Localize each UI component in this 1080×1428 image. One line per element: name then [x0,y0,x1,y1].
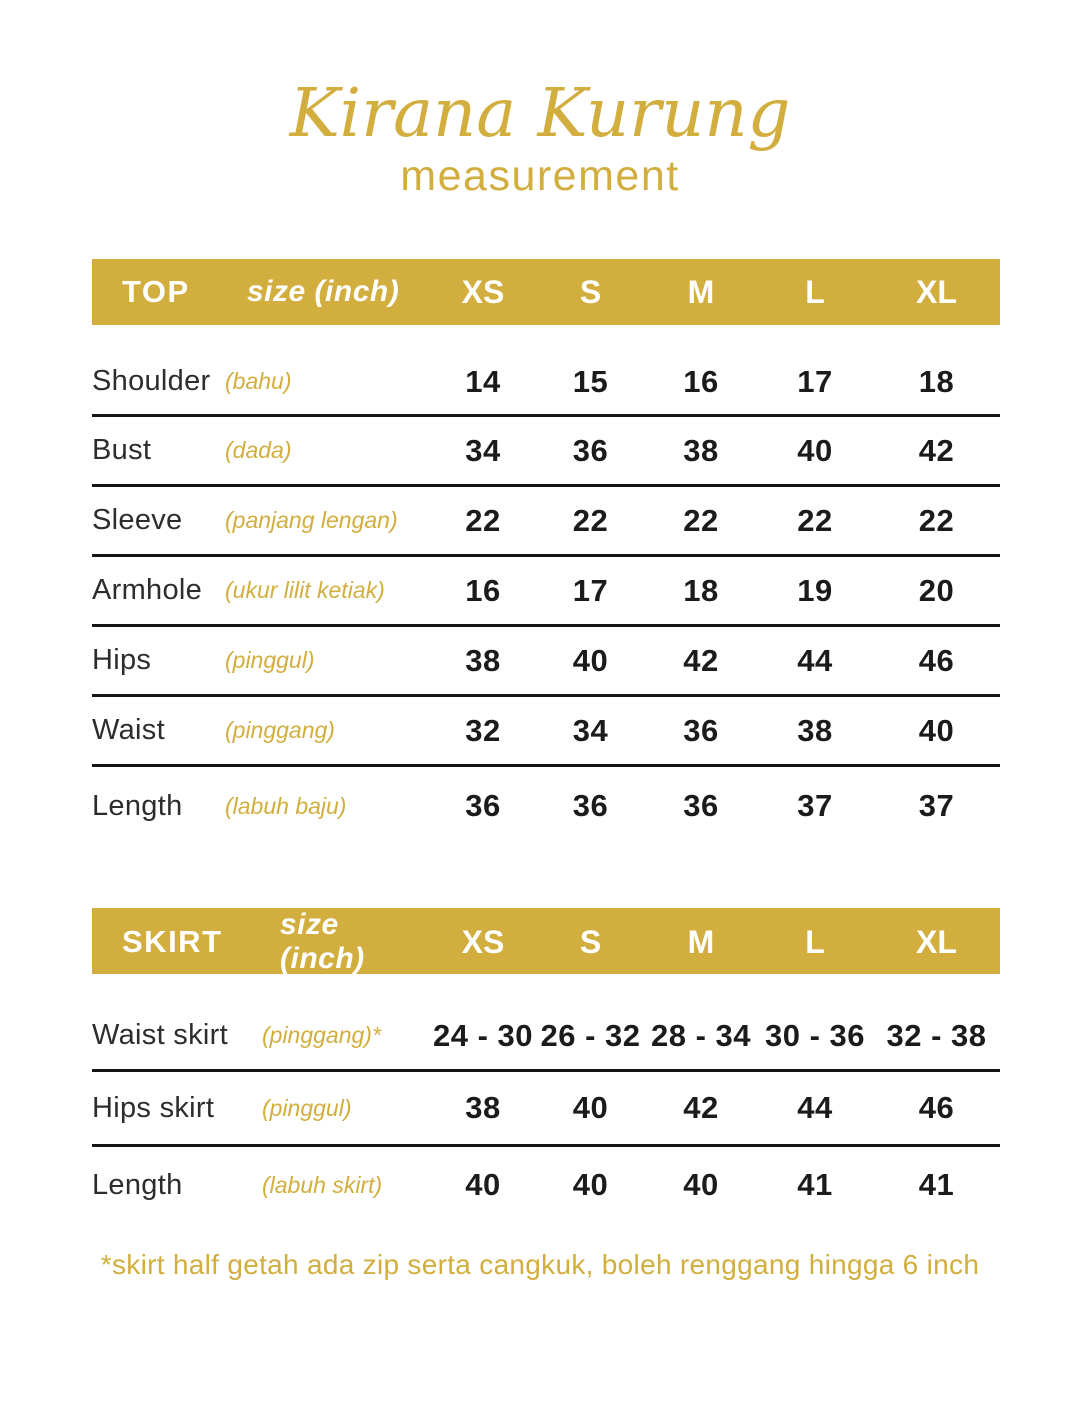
size-value: 36 [683,712,719,748]
size-value: 36 [572,432,609,468]
size-value: 38 [465,1090,501,1126]
row-translation: (bahu) [225,368,292,395]
row-translation: (pinggul) [262,1094,352,1121]
table-row-bust [92,417,1000,487]
size-value: 18 [683,572,719,608]
size-value: 44 [797,642,833,678]
row-translation: (dada) [225,437,292,464]
table-row-hips [92,627,1000,697]
size-value: 37 [797,788,833,824]
table-row-sleeve [92,487,1000,557]
size-value: 20 [918,572,955,608]
size-value: 38 [465,642,501,678]
size-value: 32 [465,712,501,748]
size-value: 22 [683,502,719,538]
size-value: 14 [465,363,501,399]
table-row-length-top [92,767,1000,845]
column-header-m: M [687,923,715,960]
page-subtitle: measurement [400,152,680,201]
size-value: 46 [918,1090,955,1126]
row-translation: (pinggul) [225,647,315,674]
row-label: Armhole [92,574,203,607]
row-translation: (panjang lengan) [225,507,398,534]
size-value: 38 [797,712,833,748]
size-value: 36 [465,788,501,824]
size-value: 40 [572,1167,609,1203]
table-row-shoulder [92,325,1000,417]
row-label: Length [92,789,183,822]
top-table-header [92,259,1000,325]
row-translation: (pinggang) [225,717,335,744]
top-table-title: TOP [122,274,190,310]
size-value: 36 [572,788,609,824]
size-value: 40 [683,1167,719,1203]
unit-label: size (inch) [247,275,400,309]
column-header-s: S [579,273,602,310]
size-value: 41 [918,1167,955,1203]
row-label: Waist skirt [92,1019,228,1052]
size-value: 34 [465,432,501,468]
row-label: Length [92,1168,183,1201]
size-value: 19 [797,572,833,608]
column-header-xl: XL [916,923,957,960]
size-value: 16 [465,572,501,608]
unit-label: size (inch) [280,908,365,976]
size-value: 40 [572,642,609,678]
size-value: 36 [683,788,719,824]
size-value: 46 [918,642,955,678]
size-value: 24 - 30 [432,1017,533,1053]
row-label: Shoulder [92,365,211,398]
size-value: 32 - 38 [886,1017,987,1053]
table-row-hips-skirt [92,1072,1000,1147]
size-value: 42 [683,642,719,678]
column-header-xs: XS [461,273,505,310]
column-header-l: L [805,273,825,310]
page-title: Kirana Kurung [289,74,791,152]
size-value: 44 [797,1090,833,1126]
size-value: 18 [918,363,955,399]
row-translation: (pinggang)* [262,1022,381,1049]
size-value: 41 [797,1167,833,1203]
size-value: 34 [572,712,609,748]
skirt-table-header [92,908,1000,974]
row-label: Sleeve [92,504,183,537]
size-value: 37 [918,788,955,824]
row-translation: (labuh skirt) [262,1171,383,1198]
size-value: 40 [465,1167,501,1203]
skirt-footnote: *skirt half getah ada zip serta cangkuk, boleh renggang hingga 6 inch [100,1249,980,1281]
row-label: Waist [92,714,165,747]
size-value: 22 [572,502,609,538]
size-value: 40 [918,712,955,748]
size-value: 30 - 36 [764,1017,865,1053]
column-header-s: S [579,923,602,960]
row-label: Bust [92,434,152,467]
skirt-size-table [92,908,1000,1223]
column-header-xs: XS [461,923,505,960]
size-value: 42 [683,1090,719,1126]
row-translation: (ukur lilit ketiak) [225,577,385,604]
size-value: 22 [918,502,955,538]
table-row-armhole [92,557,1000,627]
size-value: 22 [797,502,833,538]
skirt-table-title: SKIRT [122,924,223,960]
column-header-xl: XL [916,273,957,310]
column-header-m: M [687,273,715,310]
top-size-table [92,259,1000,845]
size-value: 42 [918,432,955,468]
column-header-l: L [805,923,825,960]
size-value: 28 - 34 [650,1017,751,1053]
size-value: 38 [683,432,719,468]
row-translation: (labuh baju) [225,792,347,819]
size-value: 22 [465,502,501,538]
size-value: 16 [683,363,719,399]
size-value: 26 - 32 [540,1017,641,1053]
table-row-length-skirt [92,1147,1000,1223]
table-row-waist-skirt [92,974,1000,1072]
size-value: 40 [797,432,833,468]
size-value: 17 [572,572,609,608]
size-value: 40 [572,1090,609,1126]
size-value: 15 [572,363,609,399]
table-row-waist [92,697,1000,767]
row-label: Hips skirt [92,1091,215,1124]
size-value: 17 [797,363,833,399]
row-label: Hips [92,644,152,677]
